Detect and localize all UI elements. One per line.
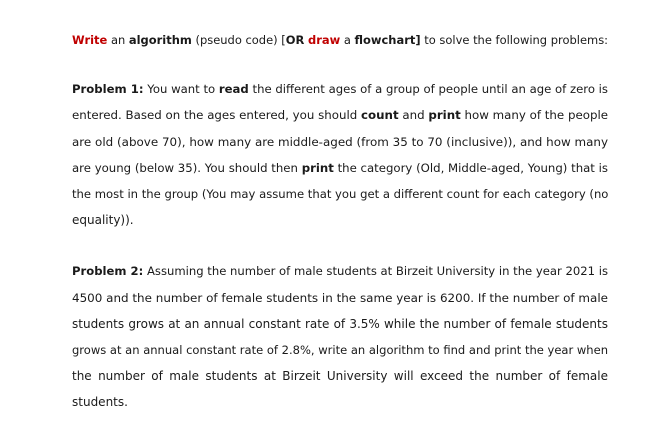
problem-2-text: the number of male students at Birzeit University will exceed the number of female xyxy=(72,369,608,383)
problem-2-label: Problem 2: xyxy=(72,264,144,278)
instruction-flowchart: flowchart] xyxy=(354,33,421,47)
instruction-text-1: an xyxy=(107,33,129,47)
problem-1-text: the category (Old, Middle-aged, Young) that is xyxy=(333,161,609,175)
instruction-text-5: to solve the following problems: xyxy=(420,33,609,47)
instruction-write: Write xyxy=(72,33,108,47)
instruction-or: OR xyxy=(285,33,305,47)
problem-1-keyword-print: print xyxy=(428,108,461,122)
problem-1-line-2 xyxy=(72,107,608,123)
problem-1-keyword-print: print xyxy=(301,161,334,175)
problem-1-line-4 xyxy=(72,160,608,176)
problem-1-line-3 xyxy=(72,134,608,150)
instruction-text-4: a xyxy=(340,33,355,47)
instruction-draw: draw xyxy=(308,33,341,47)
problem-2-text: Assuming the number of male students at Birzeit University in the year 2021 is xyxy=(143,264,609,278)
problem-1-label: Problem 1: xyxy=(72,82,144,96)
problem-2-line-2 xyxy=(72,290,608,306)
problem-2-line-1 xyxy=(72,263,608,279)
problem-1-text: the different ages of a group of people until an age of zero is xyxy=(248,82,608,96)
problem-1-text: equality)). xyxy=(72,213,134,227)
problem-2-line-3 xyxy=(72,316,608,332)
problem-1-keyword-count: count xyxy=(361,108,399,122)
problem-2-text: grows at an annual constant rate of 2.8%, write an algorithm to find and print the year when xyxy=(72,343,608,357)
problem-2-text: students. xyxy=(72,395,128,409)
problem-1-keyword-read: read xyxy=(218,82,249,96)
problem-2-line-4 xyxy=(72,342,608,358)
instruction-algorithm: algorithm xyxy=(128,33,192,47)
instruction-line xyxy=(72,32,608,48)
problem-1-text: are young (below 35). You should then xyxy=(72,161,302,175)
problem-1-text: are old (above 70), how many are middle-aged (from 35 to 70 (inclusive)), and how many xyxy=(72,135,608,149)
problem-1-text: the most in the group (You may assume that you get a different count for each category (no xyxy=(72,187,609,201)
problem-2-line-5 xyxy=(72,368,608,384)
problem-1-text: how many of the people xyxy=(460,108,608,122)
problem-1-text: entered. Based on the ages entered, you should xyxy=(72,108,362,122)
problem-1-line-1 xyxy=(72,81,608,97)
problem-1-text: and xyxy=(398,108,429,122)
problem-2-text: 4500 and the number of female students in the same year is 6200. If the number of male xyxy=(72,291,608,305)
problem-2-line-6 xyxy=(72,394,608,410)
instruction-text-2: (pseudo code) [ xyxy=(191,33,286,47)
problem-1-line-5 xyxy=(72,186,608,202)
problem-1-text: You want to xyxy=(143,82,219,96)
problem-1-line-6 xyxy=(72,212,608,228)
problem-2-text: students grows at an annual constant rate of 3.5% while the number of female students xyxy=(72,317,608,331)
